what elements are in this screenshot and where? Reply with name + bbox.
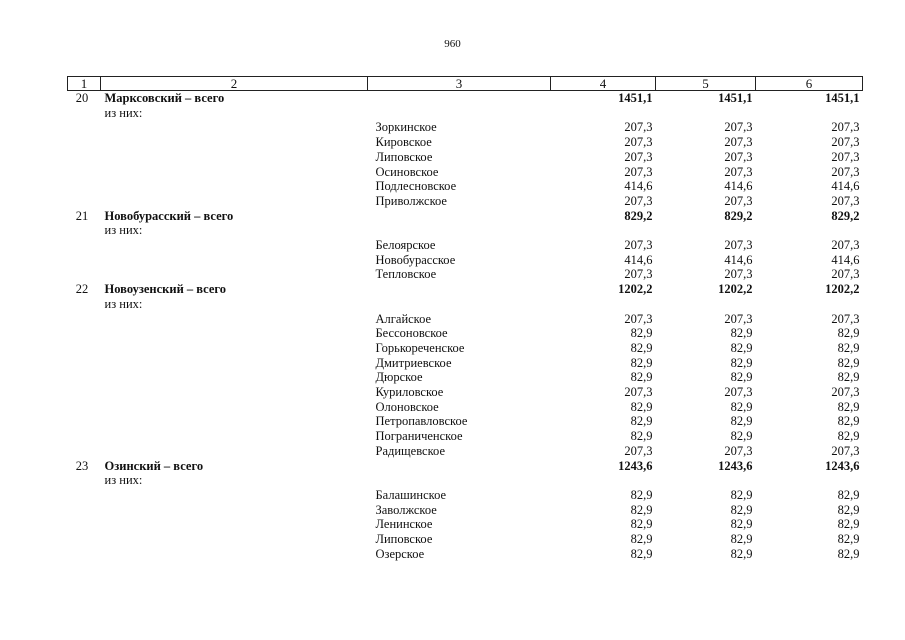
value-col-4: 82,9 [630,340,653,355]
table-row [68,488,863,503]
table-row [68,414,863,429]
value-col-4: 207,3 [624,443,653,458]
subheading-row [68,473,863,488]
value-col-6: 82,9 [837,326,860,341]
row-number [68,106,101,121]
settlement-cell [368,297,551,312]
table-row [68,179,863,194]
district-name: Новоузенский – всего [104,282,227,297]
settlement-name: Приволжское [375,193,447,208]
table-row [68,267,863,282]
budget-table [67,76,863,562]
table-row [68,238,863,253]
value-col-6: 1451,1 [825,91,860,105]
value-col-4: 82,9 [630,399,653,414]
value-col-5: 82,9 [730,399,753,414]
value-col-4 [551,106,656,121]
subheading-row [68,297,863,312]
header-col-5: 5 [656,77,756,91]
district-name [101,341,368,356]
row-number [68,400,101,415]
district-row [68,459,863,474]
value-col-4 [551,223,656,238]
settlement-name: Бессоновское [375,326,448,341]
value-col-5 [656,106,756,121]
district-name [101,238,368,253]
row-number [68,370,101,385]
row-number [68,253,101,268]
value-col-4: 82,9 [630,502,653,517]
row-number [68,223,101,238]
value-col-6: 414,6 [831,179,860,194]
value-col-5: 207,3 [724,193,753,208]
settlement-name: Пограниченское [375,429,463,444]
value-col-5: 82,9 [730,326,753,341]
settlement-cell [368,91,551,106]
settlement-name: Кировское [375,135,432,150]
settlement-name: Горькореченское [375,340,465,355]
row-number [68,473,101,488]
value-col-6 [756,297,863,312]
value-col-4: 82,9 [630,414,653,429]
value-col-5 [656,297,756,312]
settlement-cell [368,473,551,488]
district-row [68,91,863,106]
value-col-6: 82,9 [837,429,860,444]
value-col-6: 82,9 [837,370,860,385]
table-row [68,356,863,371]
district-row [68,209,863,224]
row-number [68,444,101,459]
value-col-4: 1243,6 [618,458,653,473]
row-number [68,194,101,209]
row-number [68,517,101,532]
settlement-name: Липовское [375,532,433,547]
value-col-5: 82,9 [730,414,753,429]
settlement-cell [368,459,551,474]
value-col-4: 207,3 [624,164,653,179]
value-col-5: 1243,6 [718,458,753,473]
settlement-name: Петропавловское [375,414,468,429]
table-row [68,120,863,135]
value-col-6: 207,3 [831,164,860,179]
header-col-4: 4 [551,77,656,91]
value-col-5: 82,9 [730,487,753,502]
settlement-name: Заволжское [375,502,437,517]
district-name [101,194,368,209]
value-col-6: 82,9 [837,355,860,370]
table-row [68,532,863,547]
value-col-6: 207,3 [831,311,860,326]
value-col-5: 207,3 [724,120,753,135]
value-col-5: 82,9 [730,517,753,532]
value-col-5 [656,473,756,488]
row-number [68,179,101,194]
value-col-6: 82,9 [837,414,860,429]
row-number [68,385,101,400]
value-col-4: 207,3 [624,385,653,400]
district-name [101,532,368,547]
settlement-cell [368,282,551,297]
value-col-4: 82,9 [630,532,653,547]
value-col-4: 1202,2 [618,282,653,297]
value-col-5: 207,3 [724,443,753,458]
row-number [68,135,101,150]
subheading-row [68,223,863,238]
district-name [101,165,368,180]
value-col-6: 207,3 [831,385,860,400]
row-number [68,429,101,444]
value-col-6: 1202,2 [825,282,860,297]
value-col-5: 207,3 [724,385,753,400]
value-col-6: 207,3 [831,149,860,164]
value-col-6: 82,9 [837,340,860,355]
district-name [101,385,368,400]
value-col-5: 1202,2 [718,282,753,297]
settlement-name: Осиновское [375,164,439,179]
value-col-4: 829,2 [624,208,653,223]
value-col-5 [656,223,756,238]
district-name [101,503,368,518]
district-row [68,282,863,297]
table-row [68,253,863,268]
row-number [68,267,101,282]
value-col-6 [756,106,863,121]
district-name [101,429,368,444]
value-col-5: 1451,1 [718,91,753,105]
table-row [68,135,863,150]
value-col-6: 207,3 [831,193,860,208]
settlement-name: Куриловское [375,385,444,400]
district-name [101,312,368,327]
district-name [101,547,368,562]
header-col-2: 2 [101,77,368,91]
value-col-4: 1451,1 [618,91,653,105]
value-col-4: 82,9 [630,487,653,502]
table-row [68,150,863,165]
district-name [101,370,368,385]
row-number [68,503,101,518]
table-row [68,400,863,415]
table-row [68,429,863,444]
district-name [101,326,368,341]
settlement-cell [368,106,551,121]
page-number: 960 [444,38,461,50]
subheading-label: из них: [104,223,143,238]
value-col-4: 207,3 [624,267,653,282]
table-body [68,91,863,562]
value-col-4: 207,3 [624,120,653,135]
table-row [68,341,863,356]
district-name: Марксовский – всего [104,91,225,105]
value-col-4: 207,3 [624,135,653,150]
row-number [68,326,101,341]
value-col-5: 82,9 [730,429,753,444]
settlement-name: Зоркинское [375,120,437,135]
district-name [101,135,368,150]
value-col-5: 82,9 [730,532,753,547]
district-name [101,253,368,268]
subheading-label: из них: [104,296,143,311]
district-name [101,179,368,194]
settlement-name: Новобурасское [375,252,456,267]
district-name [101,400,368,415]
value-col-6: 207,3 [831,238,860,253]
table-row [68,547,863,562]
settlement-cell [368,223,551,238]
value-col-5: 207,3 [724,311,753,326]
value-col-6: 82,9 [837,502,860,517]
district-name [101,150,368,165]
value-col-6: 207,3 [831,267,860,282]
subheading-label: из них: [104,105,143,120]
table-row [68,165,863,180]
value-col-6: 207,3 [831,443,860,458]
value-col-5: 82,9 [730,502,753,517]
row-number [68,488,101,503]
table-row [68,517,863,532]
row-number [68,341,101,356]
district-name [101,120,368,135]
value-col-4: 82,9 [630,429,653,444]
settlement-name: Подлесновское [375,179,457,194]
header-col-6: 6 [756,77,863,91]
value-col-5: 207,3 [724,164,753,179]
subheading-row [68,106,863,121]
row-number [68,238,101,253]
settlement-cell [368,209,551,224]
header-col-3: 3 [368,77,551,91]
district-name: Озинский – всего [104,458,204,473]
value-col-6: 82,9 [837,487,860,502]
value-col-6: 207,3 [831,135,860,150]
table-header [68,77,863,91]
table-row [68,444,863,459]
value-col-6: 82,9 [837,546,860,561]
value-col-5: 207,3 [724,135,753,150]
table-row [68,312,863,327]
row-number: 21 [75,208,89,223]
value-col-4: 207,3 [624,238,653,253]
header-col-1: 1 [68,77,101,91]
value-col-4: 82,9 [630,370,653,385]
value-col-4: 414,6 [624,252,653,267]
table-row [68,385,863,400]
value-col-4: 82,9 [630,355,653,370]
value-col-4 [551,473,656,488]
table-row [68,503,863,518]
row-number [68,414,101,429]
district-name [101,444,368,459]
row-number [68,312,101,327]
value-col-6: 829,2 [831,208,860,223]
value-col-4: 207,3 [624,149,653,164]
row-number [68,547,101,562]
district-name [101,356,368,371]
settlement-name: Олоновское [375,399,439,414]
row-number [68,165,101,180]
value-col-6: 414,6 [831,252,860,267]
settlement-name: Алгайское [375,311,432,326]
row-number [68,356,101,371]
row-number [68,532,101,547]
value-col-6: 82,9 [837,399,860,414]
value-col-5: 414,6 [724,252,753,267]
row-number: 20 [75,91,89,105]
value-col-6 [756,473,863,488]
settlement-name: Дюрское [375,370,423,385]
table-row [68,370,863,385]
settlement-name: Белоярское [375,238,436,253]
value-col-5: 829,2 [724,208,753,223]
value-col-5: 207,3 [724,238,753,253]
table-row [68,194,863,209]
district-name: Новобурасский – всего [104,208,234,223]
value-col-4: 207,3 [624,311,653,326]
row-number: 22 [75,282,89,297]
value-col-5: 207,3 [724,149,753,164]
value-col-5: 82,9 [730,340,753,355]
value-col-4: 207,3 [624,193,653,208]
value-col-4: 414,6 [624,179,653,194]
district-name [101,267,368,282]
table-row [68,326,863,341]
value-col-6: 1243,6 [825,458,860,473]
value-col-6: 207,3 [831,120,860,135]
value-col-6 [756,223,863,238]
value-col-4: 82,9 [630,546,653,561]
value-col-5: 82,9 [730,355,753,370]
value-col-6: 82,9 [837,532,860,547]
settlement-name: Тепловское [375,267,437,282]
value-col-5: 207,3 [724,267,753,282]
value-col-4: 82,9 [630,326,653,341]
settlement-name: Ленинское [375,517,433,532]
subheading-label: из них: [104,473,143,488]
value-col-5: 414,6 [724,179,753,194]
settlement-name: Радищевское [375,443,445,458]
settlement-name: Озерское [375,546,425,561]
district-name [101,517,368,532]
settlement-name: Балашинское [375,487,447,502]
row-number [68,150,101,165]
row-number [68,297,101,312]
value-col-5: 82,9 [730,370,753,385]
settlement-name: Дмитриевское [375,355,452,370]
row-number: 23 [75,458,89,473]
value-col-4: 82,9 [630,517,653,532]
settlement-name: Липовское [375,149,433,164]
district-name [101,488,368,503]
district-name [101,414,368,429]
value-col-6: 82,9 [837,517,860,532]
value-col-4 [551,297,656,312]
row-number [68,120,101,135]
value-col-5: 82,9 [730,546,753,561]
